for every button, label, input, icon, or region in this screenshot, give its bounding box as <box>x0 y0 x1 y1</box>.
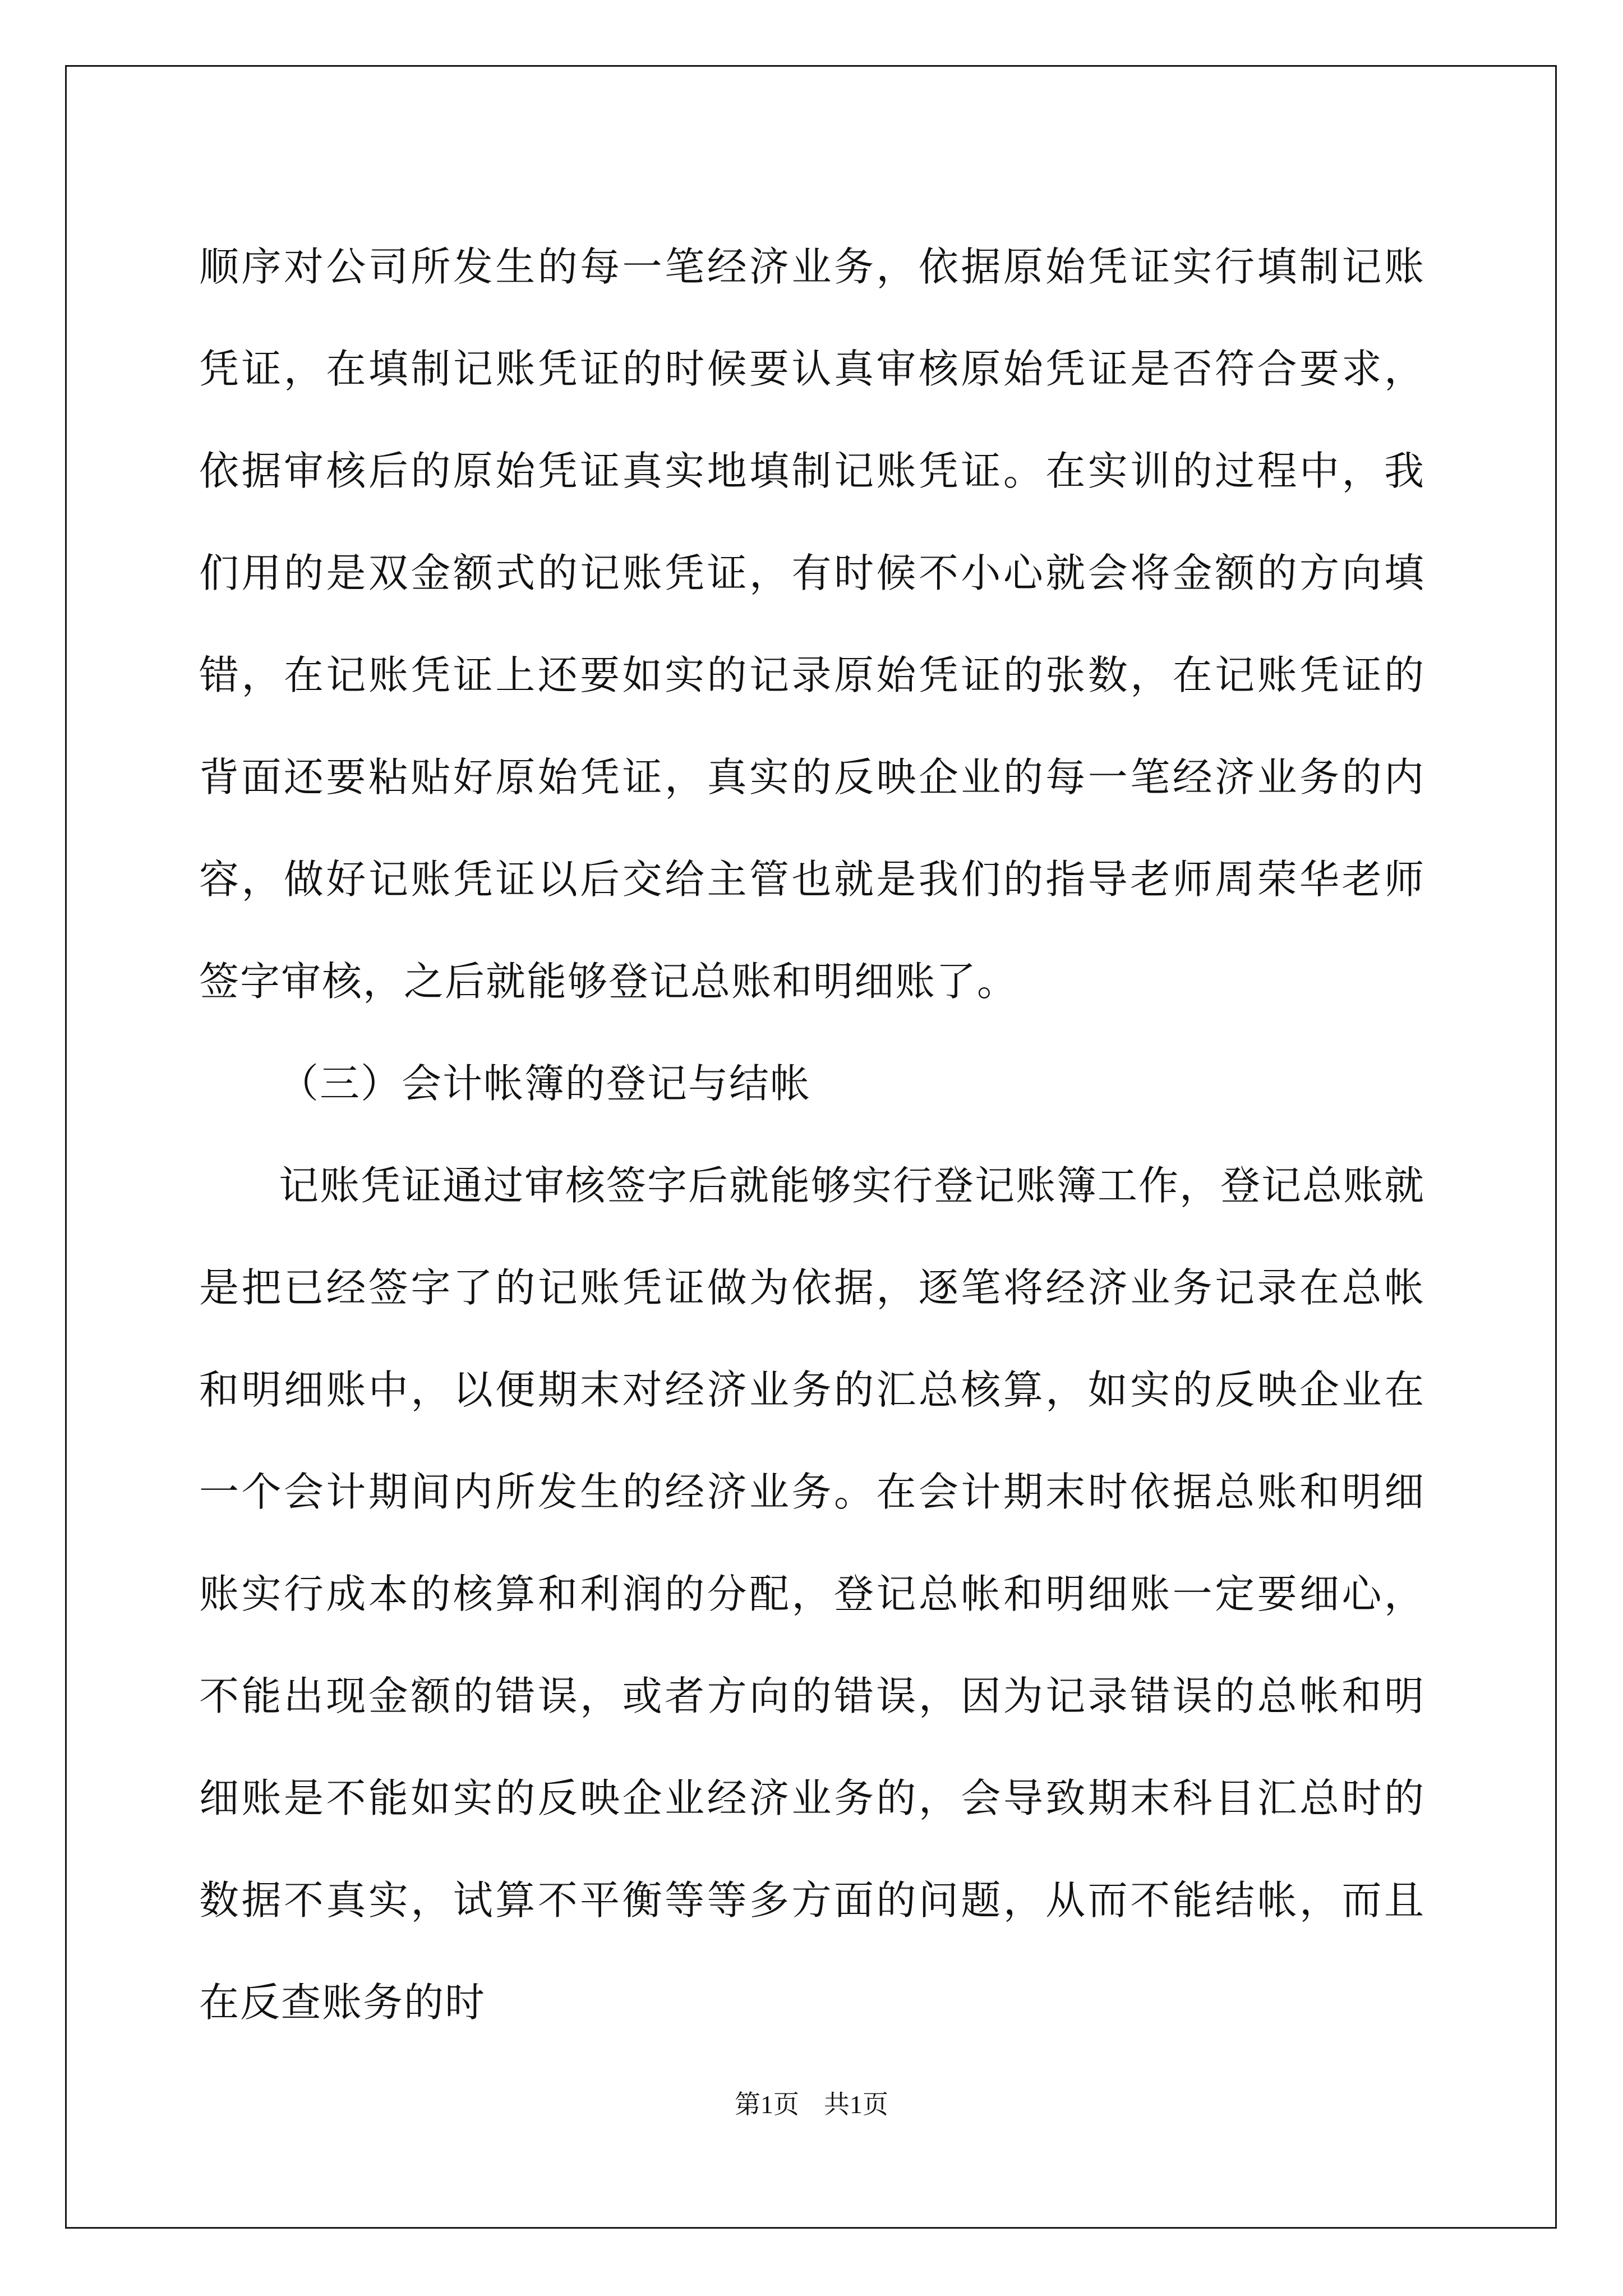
page-footer <box>0 2088 1623 2122</box>
paragraph-continuation: 顺序对公司所发生的每一笔经济业务，依据原始凭证实行填制记账凭证，在填制记账凭证的时候要认真审核原始凭证是否符合要求，依据审核后的原始凭证真实地填制记账凭证。在实训的过程中，我们用的是双金额式的记账凭证，有时候不小心就会将金额的方向填错，在记账凭证上还要如实的记录原始凭证的张数，在记账凭证的背面还要粘贴好原始凭证，真实的反映企业的每一笔经济业务的内容，做好记账凭证以后交给主管也就是我们的指导老师周荣华老师签字审核，之后就能够登记总账和明细账了。 <box>199 243 1425 1005</box>
section-heading: （三）会计帐簿的登记与结帐 <box>279 1060 811 1107</box>
paragraph-body: 记账凭证通过审核签字后就能够实行登记账簿工作，登记总账就是把已经签字了的记账凭证做为依据，逐笔将经济业务记录在总帐和明细账中，以便期末对经济业务的汇总核算，如实的反映企业在一个会计期间内所发生的经济业务。在会计期末时依据总账和明细账实行成本的核算和利润的分配，登记总帐和明细账一定要细心，不能出现金额的错误，或者方向的错误，因为记录错误的总帐和明细账是不能如实的反映企业经济业务的，会导致期末科目汇总时的数据不真实，试算不平衡等等多方面的问题，从而不能结帐，而且在反查账务的时 <box>199 1162 1426 2026</box>
document-body <box>199 216 1425 2054</box>
page-number-total: 共1页 <box>824 2090 888 2119</box>
page-number-current: 第1页 <box>735 2090 799 2119</box>
